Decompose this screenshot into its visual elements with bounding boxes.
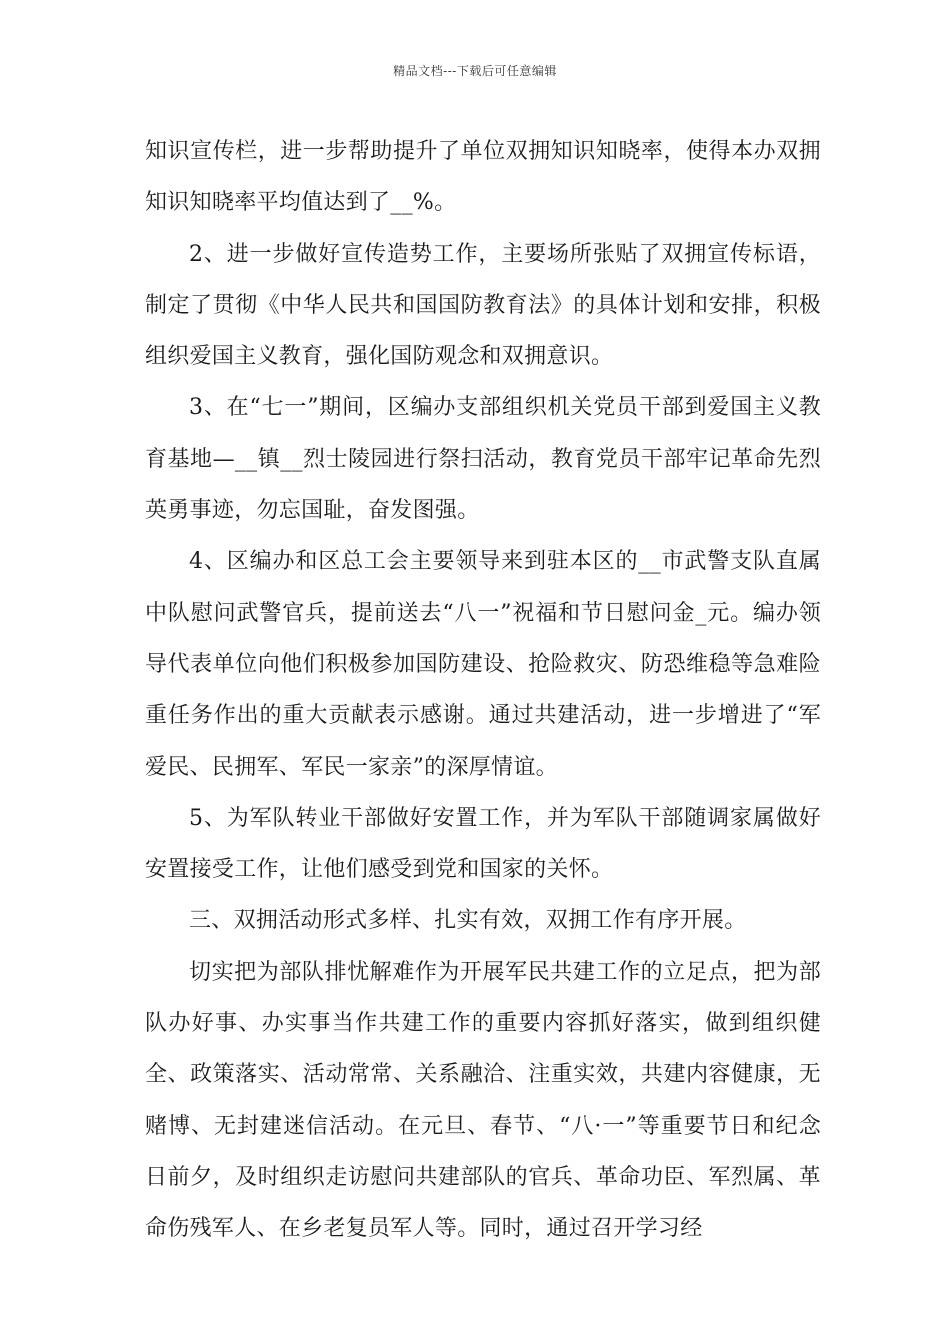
section-heading-3: 三、双拥活动形式多样、扎实有效，双拥工作有序开展。 — [189, 908, 747, 934]
page-header: 精品文档---下载后可任意编辑 — [393, 64, 557, 78]
paragraph-item-2: 2、进一步做好宣传造势工作，主要场所张贴了双拥宣传标语，制定了贯彻《中华人民共和国国防教育法》的具体计划和安排，积极组织爱国主义教育，强化国防观念和双拥意识。 — [145, 241, 821, 370]
paragraph-item-5: 5、为军队转业干部做好安置工作，并为军队干部随调家属做好安置接受工作，让他们感受到党和国家的关怀。 — [145, 805, 821, 883]
paragraph-section-3-body: 切实把为部队排忧解难作为开展军民共建工作的立足点，把为部队办好事、办实事当作共建工作的重要内容抓好落实，做到组织健全、政策落实、活动常常、关系融洽、注重实效，共建内容健康，无赌博、无封建迷信活动。在元旦、春节、“八·一”等重要节日和纪念日前夕，及时组织走访慰问共建部队的官兵、革命功臣、军烈属、革命伤残军人、在乡老复员军人等。同时，通过召开学习经 — [145, 959, 821, 1242]
paragraph-continuation: 知识宣传栏，进一步帮助提升了单位双拥知识知晓率，使得本办双拥知识知晓率平均值达到了__%。 — [145, 139, 821, 216]
paragraph-item-4: 4、区编办和区总工会主要领导来到驻本区的__市武警支队直属中队慰问武警官兵，提前送去“八一”祝福和节日慰问金_元。编办领导代表单位向他们积极参加国防建设、抢险救灾、防恐维稳等急难险重任务作出的重大贡献表示感谢。通过共建活动，进一步增进了“军爱民、民拥军、军民一家亲”的深厚情谊。 — [145, 549, 821, 780]
paragraph-item-3: 3、在“七一”期间，区编办支部组织机关党员干部到爱国主义教育基地—__镇__烈士陵园进行祭扫活动，教育党员干部牢记革命先烈英勇事迹，勿忘国耻，奋发图强。 — [145, 395, 821, 524]
document-body — [145, 126, 821, 1255]
